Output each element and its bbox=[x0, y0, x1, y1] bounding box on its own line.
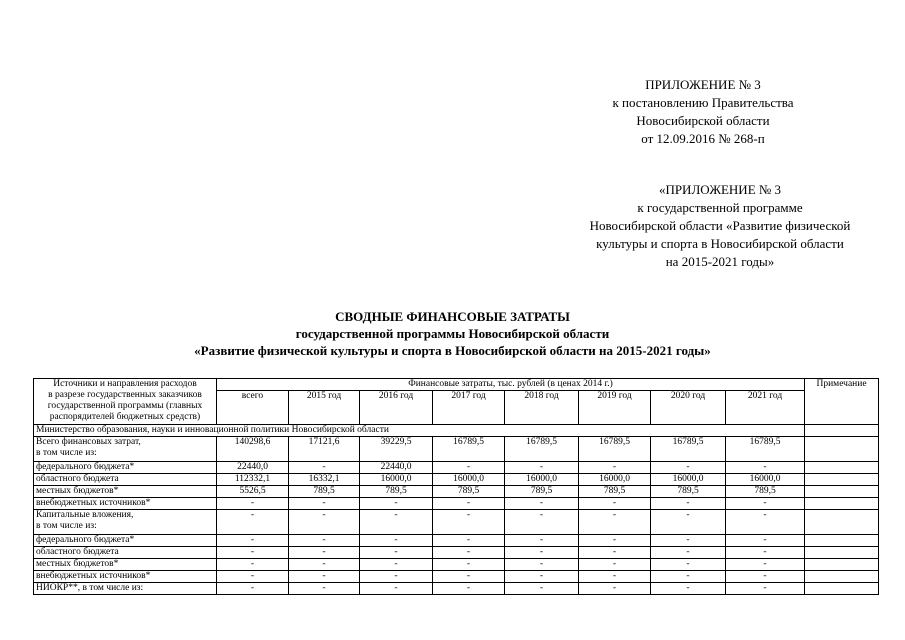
col-header-2021: 2021 год bbox=[726, 391, 805, 425]
value-cell: - bbox=[433, 498, 505, 510]
value-cell: 789,5 bbox=[579, 486, 651, 498]
value-cell: - bbox=[505, 547, 579, 559]
value-cell: 17121,6 bbox=[289, 437, 360, 462]
value-cell: - bbox=[579, 498, 651, 510]
value-cell: - bbox=[726, 462, 805, 474]
note-cell bbox=[805, 437, 879, 462]
col-header-2018: 2018 год bbox=[505, 391, 579, 425]
value-cell: - bbox=[360, 498, 433, 510]
row-label-line: в том числе из: bbox=[36, 448, 97, 458]
value-cell: - bbox=[217, 535, 289, 547]
value-cell: 789,5 bbox=[360, 486, 433, 498]
value-cell: - bbox=[505, 535, 579, 547]
value-cell: - bbox=[433, 571, 505, 583]
row-label-line: НИОКР**, в том числе из: bbox=[36, 583, 144, 593]
value-cell: - bbox=[360, 510, 433, 535]
value-cell: - bbox=[726, 571, 805, 583]
row-label bbox=[34, 583, 217, 595]
col-header-2020: 2020 год bbox=[651, 391, 726, 425]
finance-group-header: Финансовые затраты, тыс. рублей (в ценах 2014 г.) bbox=[217, 379, 805, 391]
value-cell: - bbox=[726, 498, 805, 510]
value-cell: 16789,5 bbox=[726, 437, 805, 462]
value-cell: - bbox=[360, 571, 433, 583]
appendix-ref-line: Новосибирской области bbox=[636, 113, 770, 128]
row-label bbox=[34, 474, 217, 486]
value-cell: - bbox=[726, 510, 805, 535]
value-cell: - bbox=[579, 510, 651, 535]
value-cell: - bbox=[360, 535, 433, 547]
row-label bbox=[34, 571, 217, 583]
value-cell: - bbox=[579, 583, 651, 595]
row-label-line: областного бюджета bbox=[36, 547, 119, 557]
value-cell: - bbox=[217, 559, 289, 571]
header-line: в разрезе государственных заказчиков bbox=[48, 390, 202, 400]
value-cell: - bbox=[651, 583, 726, 595]
note-column-header: Примечание bbox=[805, 379, 879, 425]
value-cell: - bbox=[217, 583, 289, 595]
value-cell: 5526,5 bbox=[217, 486, 289, 498]
table-row bbox=[34, 437, 879, 462]
value-cell: 16000,0 bbox=[433, 474, 505, 486]
row-label bbox=[34, 462, 217, 474]
value-cell: - bbox=[289, 510, 360, 535]
value-cell: - bbox=[433, 462, 505, 474]
value-cell: - bbox=[360, 583, 433, 595]
value-cell: - bbox=[360, 547, 433, 559]
value-cell: - bbox=[726, 559, 805, 571]
note-cell bbox=[805, 474, 879, 486]
appendix-header-resolution bbox=[608, 76, 798, 148]
value-cell: - bbox=[217, 547, 289, 559]
appendix-title: ПРИЛОЖЕНИЕ № 3 bbox=[645, 77, 761, 92]
value-cell: - bbox=[289, 462, 360, 474]
value-cell: - bbox=[289, 559, 360, 571]
value-cell: - bbox=[289, 571, 360, 583]
value-cell: 16000,0 bbox=[726, 474, 805, 486]
appendix-header-program bbox=[560, 181, 880, 271]
value-cell: 16789,5 bbox=[651, 437, 726, 462]
value-cell: - bbox=[651, 498, 726, 510]
value-cell: 39229,5 bbox=[360, 437, 433, 462]
document-title bbox=[0, 308, 905, 359]
note-cell bbox=[805, 571, 879, 583]
value-cell: - bbox=[651, 535, 726, 547]
value-cell: - bbox=[505, 559, 579, 571]
value-cell: - bbox=[433, 535, 505, 547]
note-cell bbox=[805, 498, 879, 510]
value-cell: 16000,0 bbox=[360, 474, 433, 486]
appendix-ref-line: культуры и спорта в Новосибирской области bbox=[596, 236, 844, 251]
value-cell: - bbox=[433, 583, 505, 595]
row-label bbox=[34, 535, 217, 547]
col-header-2017: 2017 год bbox=[433, 391, 505, 425]
section-row bbox=[34, 425, 879, 437]
appendix-ref-line: Новосибирской области «Развитие физической bbox=[589, 218, 851, 233]
row-label-line: местных бюджетов* bbox=[36, 486, 119, 496]
value-cell: - bbox=[217, 498, 289, 510]
row-label bbox=[34, 510, 217, 535]
value-cell: 16332,1 bbox=[289, 474, 360, 486]
row-label bbox=[34, 547, 217, 559]
header-line: Источники и направления расходов bbox=[53, 379, 197, 389]
financial-costs-table bbox=[33, 378, 879, 595]
value-cell: - bbox=[651, 547, 726, 559]
value-cell: - bbox=[651, 510, 726, 535]
value-cell: 22440,0 bbox=[217, 462, 289, 474]
appendix-title: «ПРИЛОЖЕНИЕ № 3 bbox=[658, 182, 782, 197]
value-cell: - bbox=[505, 498, 579, 510]
value-cell: - bbox=[651, 571, 726, 583]
value-cell: 789,5 bbox=[651, 486, 726, 498]
value-cell: - bbox=[217, 510, 289, 535]
note-cell bbox=[805, 535, 879, 547]
note-cell bbox=[805, 547, 879, 559]
col-header-2015: 2015 год bbox=[289, 391, 360, 425]
value-cell: - bbox=[289, 583, 360, 595]
value-cell: - bbox=[651, 462, 726, 474]
row-label-line: федерального бюджета* bbox=[36, 535, 135, 545]
value-cell: 16000,0 bbox=[505, 474, 579, 486]
table-row bbox=[34, 498, 879, 510]
value-cell: - bbox=[505, 510, 579, 535]
value-cell: 16789,5 bbox=[505, 437, 579, 462]
value-cell: - bbox=[651, 559, 726, 571]
value-cell: 112332,1 bbox=[217, 474, 289, 486]
table-row bbox=[34, 583, 879, 595]
value-cell: - bbox=[289, 498, 360, 510]
value-cell: - bbox=[726, 535, 805, 547]
table-row bbox=[34, 571, 879, 583]
value-cell: 789,5 bbox=[505, 486, 579, 498]
value-cell: - bbox=[579, 571, 651, 583]
col-header-2016: 2016 год bbox=[360, 391, 433, 425]
note-cell bbox=[805, 486, 879, 498]
header-line: государственной программы (главных bbox=[47, 401, 203, 411]
value-cell: 16789,5 bbox=[579, 437, 651, 462]
row-label-line: Всего финансовых затрат, bbox=[36, 437, 141, 447]
title-line: «Развитие физической культуры и спорта в Новосибирской области на 2015-2021 годы» bbox=[194, 343, 711, 358]
title-line: государственной программы Новосибирской области bbox=[295, 326, 610, 341]
section-label: Министерство образования, науки и инновационной политики Новосибирской области bbox=[34, 425, 805, 437]
row-label-line: Капитальные вложения, bbox=[36, 510, 134, 520]
value-cell: - bbox=[579, 559, 651, 571]
value-cell: - bbox=[505, 571, 579, 583]
value-cell: - bbox=[433, 547, 505, 559]
header-line: распорядителей бюджетных средств) bbox=[49, 412, 201, 422]
value-cell: 789,5 bbox=[726, 486, 805, 498]
table-row bbox=[34, 462, 879, 474]
table-row bbox=[34, 510, 879, 535]
appendix-date-number: от 12.09.2016 № 268-п bbox=[641, 131, 765, 146]
row-label-line: федерального бюджета* bbox=[36, 462, 135, 472]
row-label-line: в том числе из: bbox=[36, 521, 97, 531]
value-cell: 140298,6 bbox=[217, 437, 289, 462]
value-cell: 22440,0 bbox=[360, 462, 433, 474]
row-label-line: внебюджетных источников* bbox=[36, 571, 151, 581]
row-label bbox=[34, 559, 217, 571]
value-cell: - bbox=[433, 559, 505, 571]
value-cell: - bbox=[505, 583, 579, 595]
table-row bbox=[34, 559, 879, 571]
note-cell bbox=[805, 559, 879, 571]
value-cell: 16000,0 bbox=[579, 474, 651, 486]
value-cell: - bbox=[289, 547, 360, 559]
note-cell bbox=[805, 510, 879, 535]
row-label bbox=[34, 498, 217, 510]
value-cell: 789,5 bbox=[433, 486, 505, 498]
col-header-2019: 2019 год bbox=[579, 391, 651, 425]
appendix-ref-line: на 2015-2021 годы» bbox=[665, 254, 775, 269]
value-cell: - bbox=[360, 559, 433, 571]
appendix-ref-line: к постановлению Правительства bbox=[612, 95, 794, 110]
value-cell: - bbox=[726, 547, 805, 559]
row-label-line: областного бюджета bbox=[36, 474, 119, 484]
value-cell: - bbox=[433, 510, 505, 535]
table-header-row bbox=[34, 379, 879, 391]
value-cell: - bbox=[579, 462, 651, 474]
col-header-total: всего bbox=[217, 391, 289, 425]
table-row bbox=[34, 535, 879, 547]
value-cell: 789,5 bbox=[289, 486, 360, 498]
row-label bbox=[34, 437, 217, 462]
source-column-header bbox=[34, 379, 217, 425]
value-cell: - bbox=[505, 462, 579, 474]
value-cell: - bbox=[289, 535, 360, 547]
value-cell: - bbox=[726, 583, 805, 595]
note-cell bbox=[805, 462, 879, 474]
table-row bbox=[34, 474, 879, 486]
title-line: СВОДНЫЕ ФИНАНСОВЫЕ ЗАТРАТЫ bbox=[335, 309, 570, 324]
row-label-line: внебюджетных источников* bbox=[36, 498, 151, 508]
note-cell bbox=[805, 583, 879, 595]
value-cell: - bbox=[579, 535, 651, 547]
value-cell: - bbox=[217, 571, 289, 583]
row-label-line: местных бюджетов* bbox=[36, 559, 119, 569]
value-cell: 16000,0 bbox=[651, 474, 726, 486]
note-cell bbox=[805, 425, 879, 437]
row-label bbox=[34, 486, 217, 498]
table-row bbox=[34, 547, 879, 559]
value-cell: - bbox=[579, 547, 651, 559]
appendix-ref-line: к государственной программе bbox=[637, 200, 803, 215]
table-row bbox=[34, 486, 879, 498]
value-cell: 16789,5 bbox=[433, 437, 505, 462]
